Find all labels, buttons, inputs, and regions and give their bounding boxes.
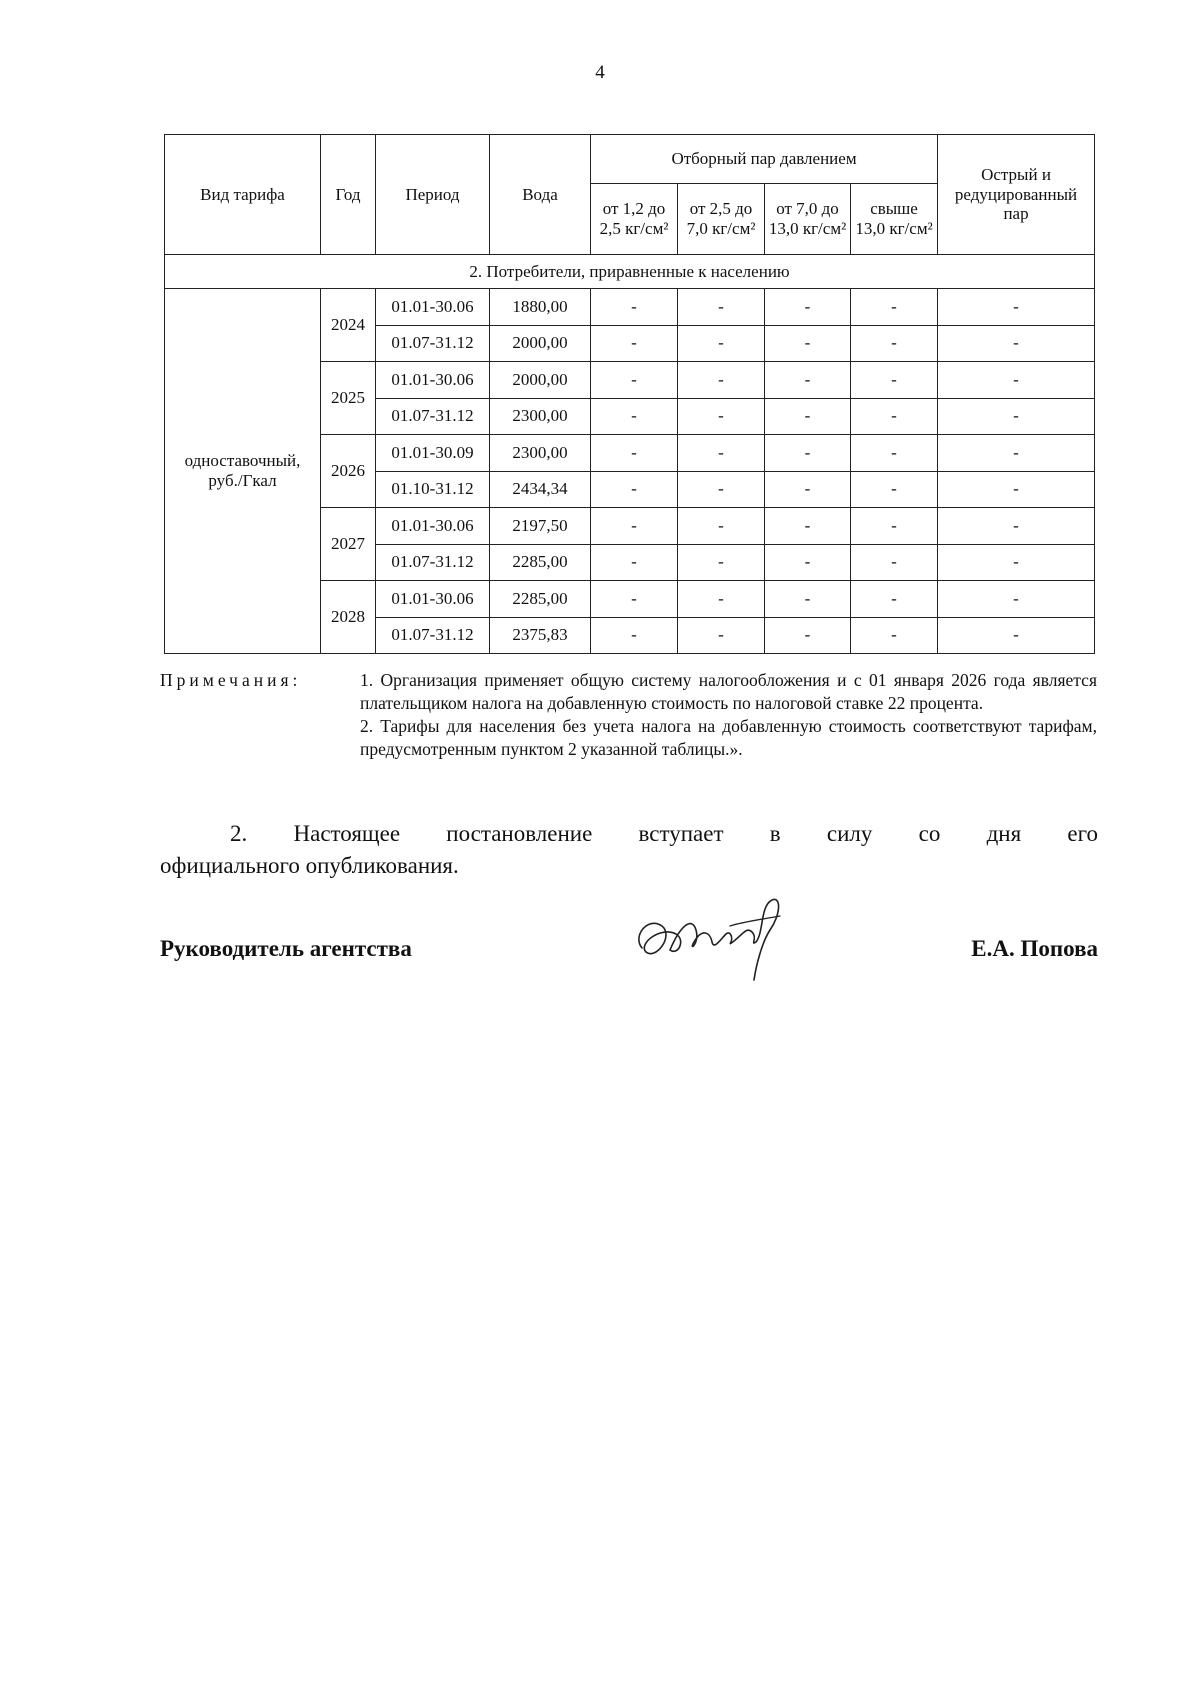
- water-cell: 2300,00: [490, 435, 591, 472]
- live-cell: -: [938, 617, 1095, 654]
- p3-cell: -: [765, 362, 851, 399]
- p4-cell: -: [851, 471, 938, 508]
- header-live-steam: Острый и редуцированный пар: [938, 135, 1095, 255]
- tariff-table: [164, 134, 1095, 654]
- p1-cell: -: [591, 325, 678, 362]
- p2-cell: -: [678, 325, 765, 362]
- year-cell: 2025: [321, 362, 376, 435]
- period-cell: 01.07-31.12: [376, 325, 490, 362]
- period-cell: 01.10-31.12: [376, 471, 490, 508]
- p1-cell: -: [591, 289, 678, 326]
- p2-cell: -: [678, 581, 765, 618]
- p4-cell: -: [851, 325, 938, 362]
- live-cell: -: [938, 362, 1095, 399]
- live-cell: -: [938, 398, 1095, 435]
- p2-cell: -: [678, 362, 765, 399]
- header-pressure-2: от 2,5 до 7,0 кг/см²: [678, 184, 765, 255]
- p3-cell: -: [765, 508, 851, 545]
- p2-cell: -: [678, 398, 765, 435]
- water-cell: 2434,34: [490, 471, 591, 508]
- water-cell: 2197,50: [490, 508, 591, 545]
- p2-cell: -: [678, 289, 765, 326]
- water-cell: 2285,00: [490, 544, 591, 581]
- table-body: [165, 255, 1095, 654]
- notes: [160, 669, 1097, 761]
- header-period: Период: [376, 135, 490, 255]
- water-cell: 2000,00: [490, 325, 591, 362]
- p4-cell: -: [851, 289, 938, 326]
- note-item: 1. Организация применяет общую систему налогообложения и с 01 января 2026 года является плательщиком налога на добавленную стоимость по налоговой ставке 22 процента.: [360, 670, 1097, 714]
- p1-cell: -: [591, 435, 678, 472]
- live-cell: -: [938, 471, 1095, 508]
- p3-cell: -: [765, 544, 851, 581]
- p3-cell: -: [765, 325, 851, 362]
- note-item: 2. Тарифы для населения без учета налога на добавленную стоимость соответствуют тарифам, предусмотренным пунктом 2 указанной таблицы.».: [360, 716, 1097, 760]
- header-extraction-steam: Отборный пар давлением: [591, 135, 938, 184]
- p3-cell: -: [765, 471, 851, 508]
- p4-cell: -: [851, 362, 938, 399]
- water-cell: 2285,00: [490, 581, 591, 618]
- year-cell: 2026: [321, 435, 376, 508]
- period-cell: 01.01-30.09: [376, 435, 490, 472]
- header-pressure-1: от 1,2 до 2,5 кг/см²: [591, 184, 678, 255]
- water-cell: 1880,00: [490, 289, 591, 326]
- table-row: [165, 289, 1095, 326]
- clause-2: [160, 818, 1098, 881]
- p4-cell: -: [851, 617, 938, 654]
- p3-cell: -: [765, 617, 851, 654]
- year-cell: 2028: [321, 581, 376, 654]
- water-cell: 2375,83: [490, 617, 591, 654]
- header-year: Год: [321, 135, 376, 255]
- p1-cell: -: [591, 508, 678, 545]
- p4-cell: -: [851, 508, 938, 545]
- notes-label: Примечания:: [160, 670, 302, 690]
- period-cell: 01.07-31.12: [376, 617, 490, 654]
- p3-cell: -: [765, 581, 851, 618]
- signature-title: Руководитель агентства: [160, 936, 412, 961]
- header-pressure-4: свыше 13,0 кг/см²: [851, 184, 938, 255]
- water-cell: 2300,00: [490, 398, 591, 435]
- p1-cell: -: [591, 544, 678, 581]
- period-cell: 01.01-30.06: [376, 289, 490, 326]
- live-cell: -: [938, 581, 1095, 618]
- notes-body: [360, 669, 1097, 761]
- header-tariff-type: Вид тарифа: [165, 135, 321, 255]
- p3-cell: -: [765, 289, 851, 326]
- live-cell: -: [938, 435, 1095, 472]
- period-cell: 01.01-30.06: [376, 508, 490, 545]
- p1-cell: -: [591, 398, 678, 435]
- header-water: Вода: [490, 135, 591, 255]
- p1-cell: -: [591, 581, 678, 618]
- page-number: 4: [595, 62, 605, 83]
- p3-cell: -: [765, 398, 851, 435]
- p4-cell: -: [851, 398, 938, 435]
- live-cell: -: [938, 325, 1095, 362]
- handwritten-signature: [630, 886, 800, 986]
- p4-cell: -: [851, 435, 938, 472]
- period-cell: 01.07-31.12: [376, 398, 490, 435]
- p4-cell: -: [851, 581, 938, 618]
- p3-cell: -: [765, 435, 851, 472]
- p2-cell: -: [678, 544, 765, 581]
- section-row: [165, 255, 1095, 289]
- period-cell: 01.01-30.06: [376, 581, 490, 618]
- p2-cell: -: [678, 617, 765, 654]
- p1-cell: -: [591, 362, 678, 399]
- p1-cell: -: [591, 617, 678, 654]
- p2-cell: -: [678, 508, 765, 545]
- p2-cell: -: [678, 471, 765, 508]
- clause-line: официального опубликования.: [160, 852, 459, 878]
- water-cell: 2000,00: [490, 362, 591, 399]
- live-cell: -: [938, 289, 1095, 326]
- p1-cell: -: [591, 471, 678, 508]
- year-cell: 2027: [321, 508, 376, 581]
- year-cell: 2024: [321, 289, 376, 362]
- live-cell: -: [938, 544, 1095, 581]
- header-pressure-3: от 7,0 до 13,0 кг/см²: [765, 184, 851, 255]
- clause-line: 2. Настоящее постановление вступает в силу со дня его: [230, 821, 1098, 846]
- signature-name: Е.А. Попова: [971, 936, 1098, 961]
- p2-cell: -: [678, 435, 765, 472]
- section-title: 2. Потребители, приравненные к населению: [165, 255, 1095, 289]
- period-cell: 01.01-30.06: [376, 362, 490, 399]
- period-cell: 01.07-31.12: [376, 544, 490, 581]
- tariff-name-cell: одноставочный, руб./Гкал: [165, 289, 321, 654]
- live-cell: -: [938, 508, 1095, 545]
- p4-cell: -: [851, 544, 938, 581]
